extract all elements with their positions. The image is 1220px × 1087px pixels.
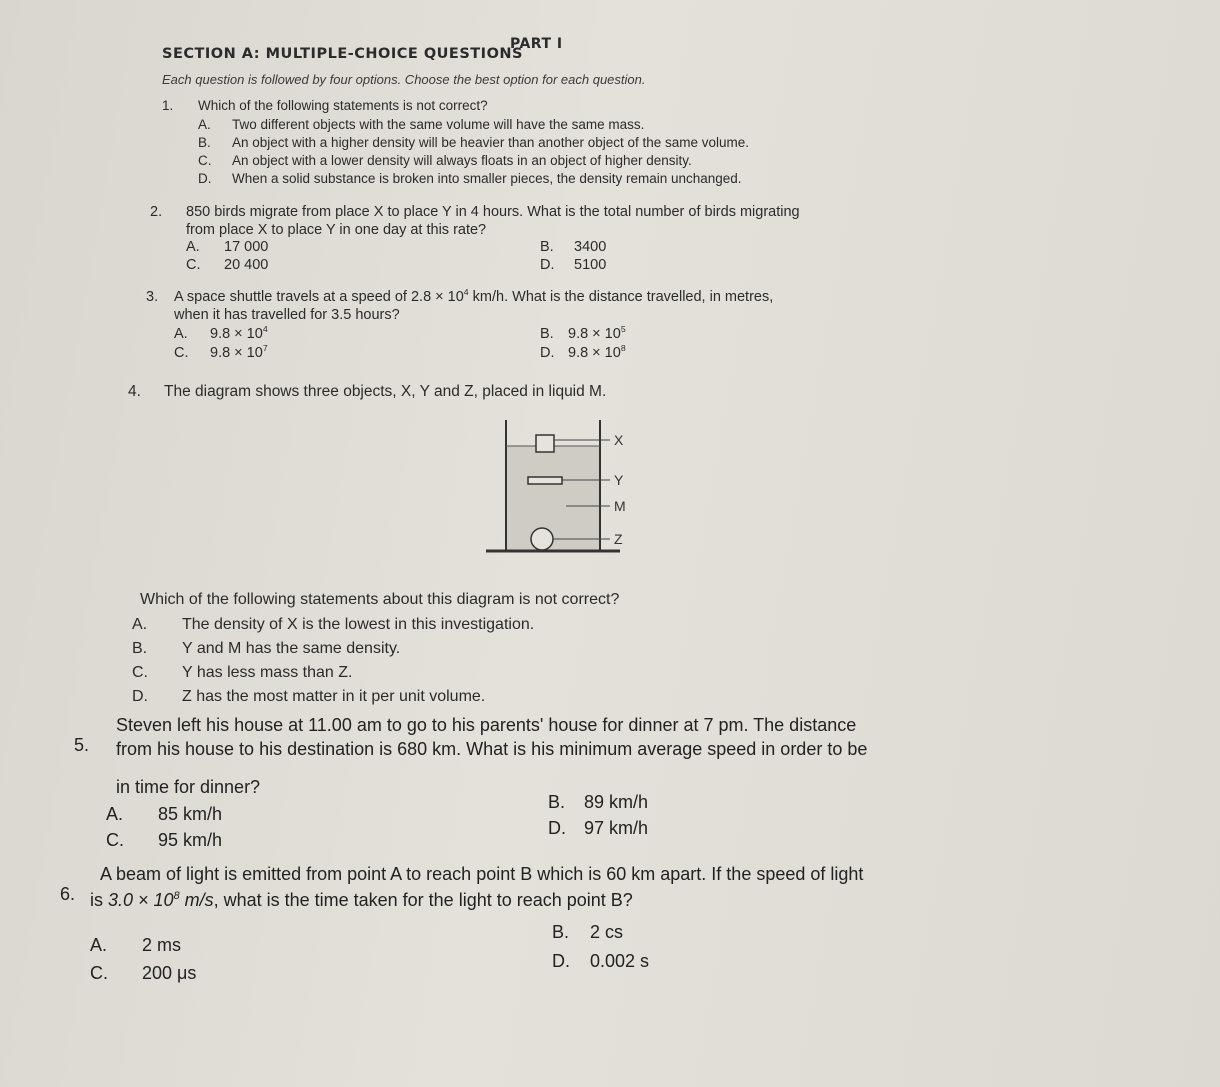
q1-option-c: An object with a lower density will always floats in an object of higher density.	[232, 153, 692, 168]
q1-option-b: An object with a higher density will be heavier than another object of the same volume.	[232, 135, 750, 150]
q1-text: Which of the following statements is not correct?	[198, 98, 488, 113]
object-z	[531, 528, 553, 550]
q3-line-1: A space shuttle travels at a speed of $2.8 \times 10^4$ km/h. What is the distance travelled, in metres,	[174, 287, 774, 305]
q6-option-c-label: C.	[90, 963, 108, 983]
label-x: X	[614, 432, 624, 448]
q4-option-d-label: D.	[132, 688, 148, 705]
part-heading: PART I	[510, 36, 563, 52]
q2-option-d: 5100	[574, 257, 607, 273]
q5-option-b: 89 km/h	[584, 792, 649, 812]
liquid-beaker-diagram	[480, 412, 650, 562]
q5-option-b-label: B.	[548, 792, 566, 812]
q4-text: The diagram shows three objects, X, Y and Z, placed in liquid M.	[164, 383, 607, 400]
q3-option-a-label: A.	[174, 326, 188, 342]
label-y: Y	[614, 472, 624, 488]
q1-number: 1.	[162, 98, 174, 113]
q1-option-d-label: D.	[198, 171, 212, 186]
q2-option-d-label: D.	[540, 257, 555, 273]
q6-option-d-label: D.	[552, 951, 570, 971]
q6-line-2: is $3.0 \times 10^8$ m/s, what is the time taken for the light to reach point B?	[90, 890, 633, 910]
q4-option-b: Y and M has the same density.	[182, 640, 401, 657]
q5-line-2: from his house to his destination is 680 km. What is his minimum average speed in order to be	[116, 739, 868, 759]
liquid-m	[506, 446, 600, 550]
q2-option-b-label: B.	[540, 239, 554, 255]
q5-option-c: 95 km/h	[158, 830, 223, 850]
q6-option-b: 2 cs	[590, 922, 624, 942]
q5-line-1: Steven left his house at 11.00 am to go to his parents' house for dinner at 7 pm. The distance	[116, 715, 857, 735]
q2-option-a-label: A.	[186, 239, 200, 255]
q3-line-2: when it has travelled for 3.5 hours?	[174, 307, 400, 323]
q2-line-2: from place X to place Y in one day at this rate?	[186, 222, 487, 238]
q5-option-d-label: D.	[548, 818, 566, 838]
object-x	[536, 435, 554, 452]
q6-number: 6.	[60, 884, 76, 904]
object-y	[528, 477, 562, 484]
q3-option-d: $9.8 \times 10^8$	[568, 343, 626, 361]
q6-option-a-label: A.	[90, 935, 108, 955]
q3-option-b-label: B.	[540, 326, 554, 342]
q3-number: 3.	[146, 289, 159, 305]
q5-line-3: in time for dinner?	[116, 777, 261, 797]
q4-option-d: Z has the most matter in it per unit volume.	[182, 688, 486, 705]
q1-option-b-label: B.	[198, 135, 211, 150]
q2-option-a: 17 000	[224, 239, 269, 255]
q2-option-b: 3400	[574, 239, 607, 255]
section-heading: SECTION A: MULTIPLE-CHOICE QUESTIONS	[162, 46, 523, 62]
q6-option-c: 200 μs	[142, 963, 197, 983]
label-m: M	[614, 498, 626, 514]
q5-number: 5.	[74, 735, 90, 755]
q4-option-b-label: B.	[132, 640, 148, 657]
q1-option-a-label: A.	[198, 117, 211, 132]
q5-option-c-label: C.	[106, 830, 124, 850]
instructions: Each question is followed by four options. Choose the best option for each question.	[162, 72, 646, 87]
q1-option-d: When a solid substance is broken into smaller pieces, the density remain unchanged.	[232, 171, 742, 186]
q6-option-d: 0.002 s	[590, 951, 650, 971]
q5-option-a: 85 km/h	[158, 804, 223, 824]
q2-number: 2.	[150, 204, 163, 220]
q2-option-c: 20 400	[224, 257, 269, 273]
q5-option-a-label: A.	[106, 804, 124, 824]
q1-option-a: Two different objects with the same volume will have the same mass.	[232, 117, 645, 132]
q3-option-b: $9.8 \times 10^5$	[568, 324, 626, 342]
label-z: Z	[614, 531, 623, 547]
q4-question: Which of the following statements about this diagram is not correct?	[140, 591, 620, 608]
q2-line-1: 850 birds migrate from place X to place Y in 4 hours. What is the total number of birds migrating	[186, 204, 800, 220]
q4-number: 4.	[128, 383, 141, 400]
q3-option-d-label: D.	[540, 345, 555, 361]
q6-option-a: 2 ms	[142, 935, 182, 955]
q3-option-c: $9.8 \times 10^7$	[210, 343, 268, 361]
q4-option-c: Y has less mass than Z.	[182, 664, 353, 681]
q3-option-a: $9.8 \times 10^4$	[210, 324, 268, 342]
q4-option-a: The density of X is the lowest in this investigation.	[182, 616, 535, 633]
q4-option-a-label: A.	[132, 616, 148, 633]
q6-line-1: A beam of light is emitted from point A to reach point B which is 60 km apart. If the speed of light	[100, 864, 864, 884]
q5-option-d: 97 km/h	[584, 818, 649, 838]
q1-option-c-label: C.	[198, 153, 212, 168]
q6-option-b-label: B.	[552, 922, 570, 942]
q2-option-c-label: C.	[186, 257, 201, 273]
q3-option-c-label: C.	[174, 345, 189, 361]
q4-option-c-label: C.	[132, 664, 148, 681]
